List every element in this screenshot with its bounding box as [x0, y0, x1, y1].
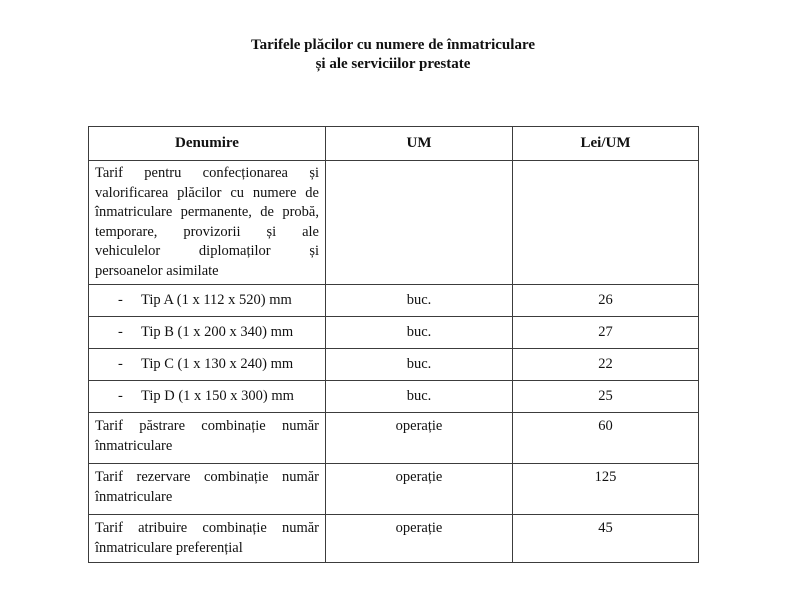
table-row	[89, 464, 699, 515]
table-row	[89, 285, 699, 317]
table-row	[89, 317, 699, 349]
table-row	[89, 349, 699, 381]
document-title	[88, 36, 698, 74]
column-header-um: UM	[326, 127, 513, 161]
cell-um: buc.	[326, 381, 513, 413]
cell-um: operație	[326, 413, 513, 464]
cell-um	[326, 161, 513, 285]
cell-lei	[513, 161, 699, 285]
list-dash: -	[118, 324, 123, 341]
document-title-line2: și ale serviciilor prestate	[315, 56, 471, 72]
cell-denumire	[89, 285, 326, 317]
cell-denumire-text: Tip C (1 x 130 x 240) mm	[141, 356, 294, 373]
cell-um: operație	[326, 515, 513, 563]
list-dash: -	[118, 356, 123, 373]
document-title-line1: Tarifele plăcilor cu numere de înmatriculare	[251, 37, 535, 53]
cell-um: buc.	[326, 317, 513, 349]
cell-lei: 26	[513, 285, 699, 317]
list-dash: -	[118, 388, 123, 405]
cell-lei: 125	[513, 464, 699, 515]
table-row	[89, 161, 699, 285]
cell-denumire	[89, 381, 326, 413]
column-header-denumire: Denumire	[89, 127, 326, 161]
cell-lei: 22	[513, 349, 699, 381]
cell-um: operație	[326, 464, 513, 515]
cell-denumire	[89, 317, 326, 349]
cell-lei: 27	[513, 317, 699, 349]
table-row	[89, 515, 699, 563]
cell-um: buc.	[326, 349, 513, 381]
cell-denumire	[89, 349, 326, 381]
cell-denumire: Tarif păstrare combinație număr înmatriculare	[89, 413, 326, 464]
table-header-row	[89, 127, 699, 161]
list-dash: -	[118, 292, 123, 309]
table-row	[89, 413, 699, 464]
column-header-lei-um: Lei/UM	[513, 127, 699, 161]
table-row	[89, 381, 699, 413]
cell-denumire: Tarif pentru confecționarea și valorificarea plăcilor cu numere de înmatriculare permanente, de probă, temporare, provizorii și ale vehiculelor diplomaților și persoanelor asimilate	[89, 161, 326, 285]
cell-denumire-text: Tip A (1 x 112 x 520) mm	[141, 292, 292, 309]
cell-lei: 60	[513, 413, 699, 464]
tariff-table	[88, 126, 699, 563]
cell-denumire-text: Tip D (1 x 150 x 300) mm	[141, 388, 294, 405]
cell-um: buc.	[326, 285, 513, 317]
cell-denumire: Tarif rezervare combinație număr înmatriculare	[89, 464, 326, 515]
cell-denumire: Tarif atribuire combinație număr înmatriculare preferențial	[89, 515, 326, 563]
cell-lei: 25	[513, 381, 699, 413]
cell-denumire-text: Tip B (1 x 200 x 340) mm	[141, 324, 294, 341]
cell-lei: 45	[513, 515, 699, 563]
